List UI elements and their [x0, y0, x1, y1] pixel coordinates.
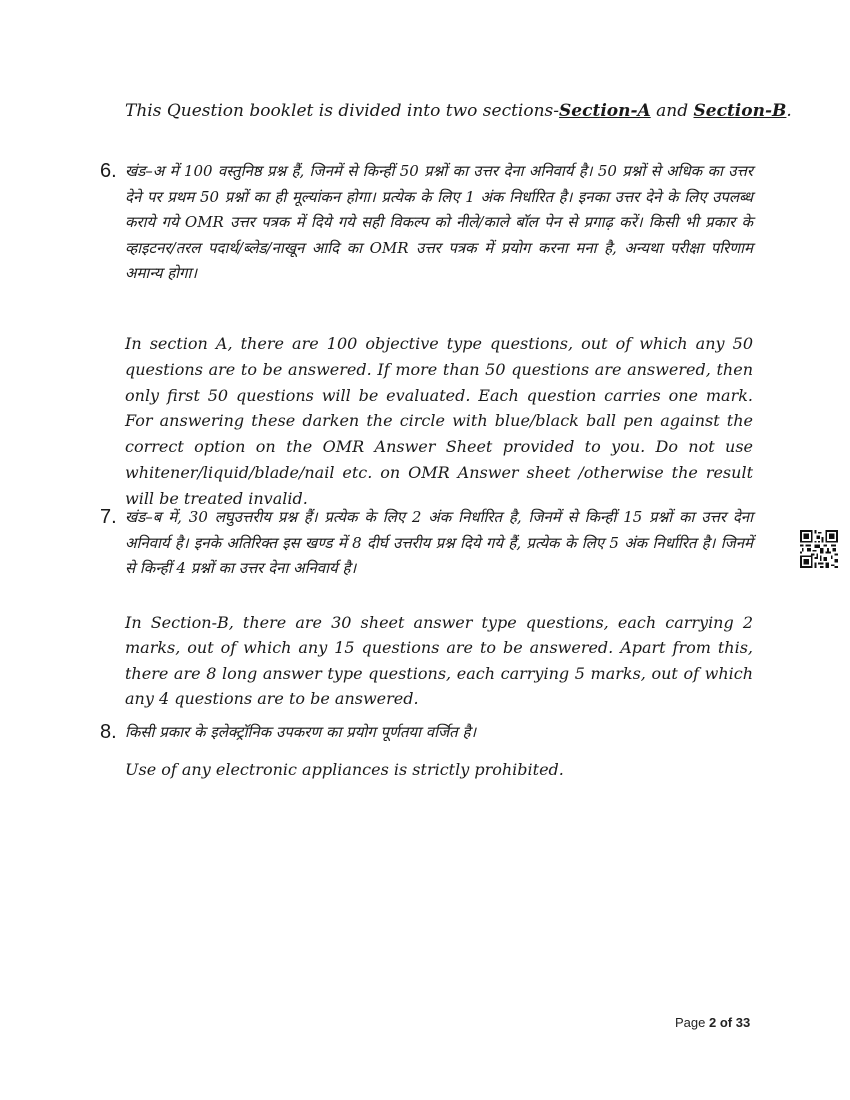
section-b-label: Section-B — [693, 101, 787, 121]
total-pages: 33 — [735, 1015, 751, 1030]
intro-prefix: This Question booklet is divided into two sections- — [125, 101, 560, 121]
qr-code-icon — [800, 530, 838, 568]
item-7-english: In Section-B, there are 30 sheet answer type questions, each carrying 2 marks, out of which any 15 questions are to be answered. Apart from this, there are 8 long answer type questions, each carrying 5 marks, out of which any 4 questions are to be answered. — [125, 613, 753, 709]
item-8-hindi: किसी प्रकार के इलेक्ट्रॉनिक उपकरण का प्रयोग पूर्णतया वर्जित है। — [125, 723, 477, 741]
page-label: Page — [675, 1015, 706, 1030]
page-footer — [675, 1015, 750, 1030]
of-label: of — [719, 1015, 733, 1030]
intro-and: and — [650, 101, 694, 121]
item-6-number: 6. — [100, 160, 117, 182]
item-8-number: 8. — [100, 721, 117, 743]
item-7-hindi: खंड–ब में, 30 लघुउत्तरीय प्रश्न हैं। प्रत्येक के लिए 2 अंक निर्धारित है, जिनमें से किन्हीं 15 प्रश्नों का उत्तर देना अनिवार्य है। इनके अतिरिक्त इस खण्ड में 8 दीर्घ उत्तरीय प्रश्न दिये गये हैं, प्रत्येक के लिए 5 अंक निर्धारित है। जिनमें से किन्हीं 4 प्रश्नों का उत्तर देना अनिवार्य है। — [125, 508, 753, 578]
intro-line — [125, 101, 792, 121]
section-a-label: Section-A — [559, 101, 651, 121]
item-7-number: 7. — [100, 506, 117, 528]
item-6-english: In section A, there are 100 objective type questions, out of which any 50 questions are to be answered. If more than 50 questions are answered, then only first 50 questions will be evaluated. Each question carries one mark. For answering these darken the circle with blue/black ball pen against the correct option on the OMR Answer Sheet provided to you. Do not use whitener/liquid/blade/nail etc. on OMR Answer sheet /otherwise the result will be treated invalid. — [125, 334, 753, 508]
intro-suffix: . — [786, 101, 792, 121]
page-number: 2 — [709, 1015, 717, 1030]
item-6-hindi: खंड–अ में 100 वस्तुनिष्ठ प्रश्न हैं, जिनमें से किन्हीं 50 प्रश्नों का उत्तर देना अनिवार्य है। 50 प्रश्नों से अधिक का उत्तर देने पर प्रथम 50 प्रश्नों का ही मूल्यांकन होगा। प्रत्येक के लिए 1 अंक निर्धारित है। इनका उत्तर देने के लिए उपलब्ध कराये गये OMR उत्तर पत्रक में दिये गये सही विकल्प को नीले/काले बॉल पेन से प्रगाढ़ करें। किसी भी प्रकार के व्हाइटनर/तरल पदार्थ/ब्लेड/नाखून आदि का OMR उत्तर पत्रक में प्रयोग करना मना है, अन्यथा परीक्षा परिणाम अमान्य होगा। — [125, 162, 753, 283]
item-8-english: Use of any electronic appliances is strictly prohibited. — [125, 760, 564, 779]
